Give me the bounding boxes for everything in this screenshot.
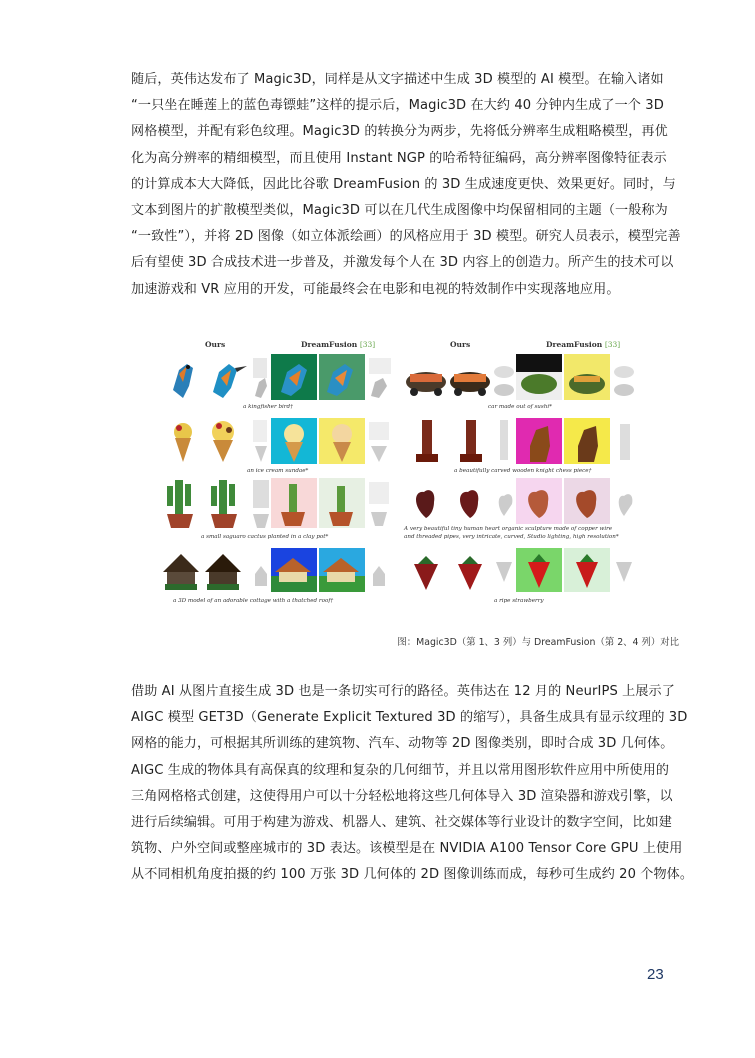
- knight-ours-2: [460, 420, 482, 462]
- caption-sushi-car: car made out of sushi*: [488, 404, 552, 410]
- text-line: AIGC 生成的物体具有高保真的纹理和复杂的几何细节，并且以常用图形软件应用中所使用的: [131, 762, 670, 778]
- header-dreamfusion-label-right: DreamFusion: [546, 340, 603, 349]
- knight-ours-1: [416, 420, 438, 462]
- text-line: 化为高分辨率的精细模型，而且使用 Instant NGP 的哈希特征编码，高分辨率图像特征表示: [131, 150, 667, 166]
- text-line: 文本到图片的扩散模型类似，Magic3D 可以在几代生成图像中均保留相同的主题（一般称为: [131, 203, 668, 219]
- text-line: 借助 AI 从图片直接生成 3D 也是一条切实可行的路径。英伟达在 12 月的 NeurIPS 上展示了: [131, 684, 675, 699]
- header-dreamfusion: [301, 340, 375, 349]
- sushi-car-ours-2: [450, 372, 490, 396]
- cottage-renders: [161, 546, 393, 594]
- cactus-ours-2: [211, 480, 237, 528]
- text-line: 网格模型，并配有彩色纹理。Magic3D 的转换分为两步，先将低分辨率生成粗略模型，再优: [131, 124, 668, 140]
- text-line: 从不同相机角度拍摄的约 100 万张 3D 几何体的 2D 图像训练而成，每秒可生成约 20 个物体。: [131, 867, 694, 883]
- strawberry-ours-1: [414, 556, 438, 590]
- caption-cactus: a small saguaro cactus planted in a clay pot*: [201, 534, 329, 540]
- ice-cream-ours-1: [174, 423, 192, 462]
- comparison-figure: [161, 338, 635, 608]
- cactus-renders: [161, 476, 393, 534]
- header-ours: Ours: [205, 340, 226, 349]
- caption-strawberry: a ripe strawberry: [494, 598, 544, 604]
- text-line: 筑物、户外空间或整座城市的 3D 表达。该模型是在 NVIDIA A100 Tensor Core GPU 上使用: [131, 841, 683, 857]
- sushi-car-ours-1: [406, 372, 446, 396]
- heart-ours-1: [416, 490, 434, 518]
- kingfisher-normal-map: [253, 358, 267, 398]
- text-line: “一只坐在睡莲上的蓝色毒镖蛙”这样的提示后，Magic3D 在大约 40 分钟内生成了一个 3D: [131, 98, 664, 114]
- text-line: 后有望使 3D 合成技术进一步普及，并激发每个人在 3D 内容上的创造力。所产生的技术可以: [131, 255, 674, 271]
- strawberry-renders: [404, 546, 636, 594]
- caption-kingfisher: a kingfisher bird†: [243, 404, 293, 410]
- caption-cottage: a 3D model of an adorable cottage with a thatched roof†: [173, 598, 334, 604]
- figure-left-panel: [161, 338, 393, 608]
- sushi-car-renders: [404, 352, 636, 404]
- kingfisher-renders: [161, 352, 393, 404]
- header-dreamfusion-ref-right: [33]: [604, 340, 621, 349]
- cottage-ours-2: [205, 554, 241, 590]
- figure-right-panel: [404, 338, 636, 608]
- heart-renders: [404, 476, 636, 528]
- header-ours-right: Ours: [450, 340, 471, 349]
- ice-cream-renders: [161, 416, 393, 468]
- kingfisher-ours-2: [213, 364, 247, 398]
- caption-heart-line1: A very beautiful tiny human heart organic sculpture made of copper wire: [404, 526, 613, 532]
- header-dreamfusion-right: [546, 340, 620, 349]
- paragraph-get3d: [131, 679, 694, 889]
- text-line: 三角网格格式创建，这使得用户可以十分轻松地将这些几何体导入 3D 渲染器和游戏引擎，以: [131, 788, 673, 804]
- kingfisher-ours-1: [173, 364, 193, 398]
- text-line: AIGC 模型 GET3D（Generate Explicit Textured 3D 的缩写），具备生成具有显示纹理的 3D: [131, 710, 688, 726]
- paragraph-magic3d: [131, 67, 691, 303]
- figure-caption: 图：Magic3D（第 1、3 列）与 DreamFusion（第 2、4 列）对比: [397, 637, 679, 648]
- cottage-ours-1: [163, 554, 199, 590]
- ice-cream-ours-2: [212, 421, 234, 462]
- header-dreamfusion-label: DreamFusion: [301, 340, 358, 349]
- text-line: “一致性”），并将 2D 图像（如立体派绘画）的风格应用于 3D 模型。研究人员表示，模型完善: [131, 229, 681, 245]
- caption-ice-cream: an ice cream sundae*: [247, 468, 309, 474]
- text-line: 的计算成本大大降低，因此比谷歌 DreamFusion 的 3D 生成速度更快、效果更好。同时，与: [131, 176, 676, 192]
- text-line: 随后，英伟达发布了 Magic3D，同样是从文字描述中生成 3D 模型的 AI 模型。在输入诸如: [131, 72, 664, 87]
- header-dreamfusion-ref: [33]: [359, 340, 376, 349]
- text-line: 进行后续编辑。可用于构建为游戏、机器人、建筑、社交媒体等行业设计的数字空间，比如建: [131, 815, 672, 831]
- caption-knight: a beautifully carved wooden knight chess piece†: [454, 468, 592, 474]
- text-line: 加速游戏和 VR 应用的开发，可能最终会在电影和电视的特效制作中实现落地应用。: [131, 281, 620, 297]
- page-number: 23: [647, 966, 664, 983]
- cactus-ours-1: [167, 480, 193, 528]
- text-line: 网格的能力，可根据其所训练的建筑物、汽车、动物等 2D 图像类别，即时合成 3D 几何体。: [131, 736, 674, 752]
- caption-heart-line2: and threaded pipes, very intricate, curved, Studio lighting, high resolution*: [404, 534, 619, 540]
- strawberry-ours-2: [458, 556, 482, 590]
- heart-ours-2: [460, 490, 478, 518]
- knight-renders: [404, 416, 636, 468]
